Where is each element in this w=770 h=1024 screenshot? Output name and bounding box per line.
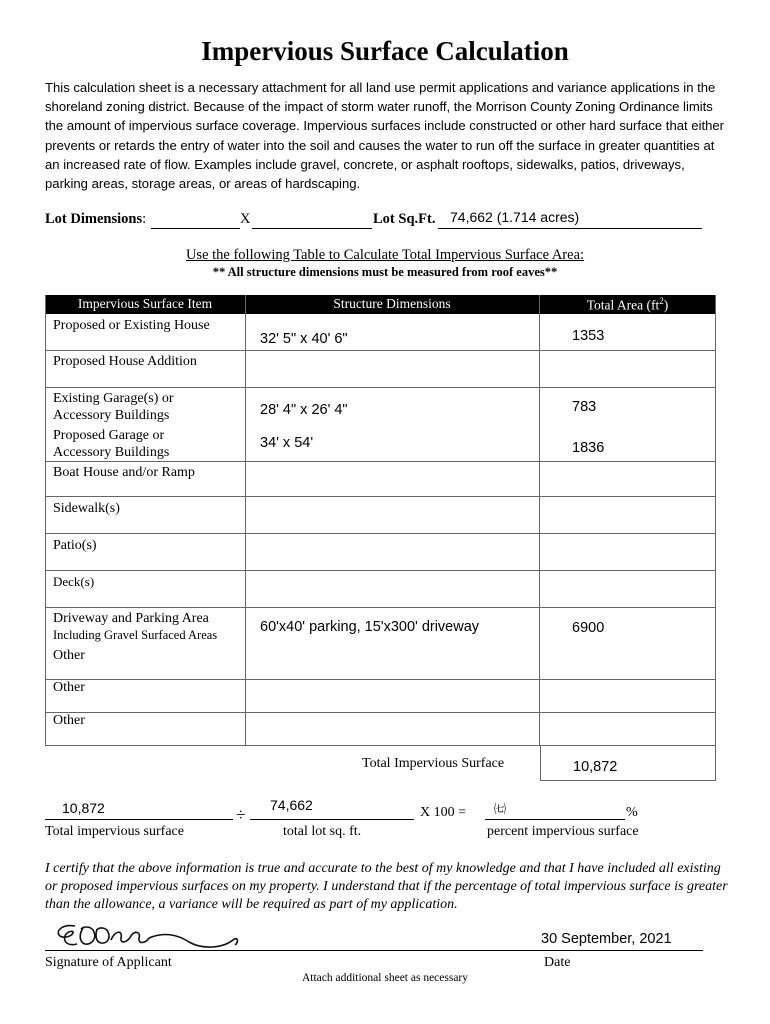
lot-dimensions-label: Lot Dimensions [45,211,143,227]
column-divider [539,295,540,746]
row-divider [45,607,716,608]
row-divider [45,712,716,713]
header-total-area: Total Area $(ft^2)$ [586,296,669,313]
table-header [45,295,716,314]
calc-lot-value[interactable]: 74,662 [270,797,313,813]
area-house[interactable]: 1353 [572,328,605,344]
row-label-driveway: Driveway and Parking Area Including Gravel Surfaced Areas [53,611,218,642]
row-label-other: Other [53,648,85,663]
certification-statement: I certify that the above information is true and accurate to the best of my knowledge and that I have included all existing or proposed impervious surfaces on my property. I understand that if the percentage of total impervious surface is greater than the allowance, a variance will be required as part of my application. [45,861,728,912]
row-divider [45,570,716,571]
total-impervious-label: Total Impervious Surface [362,756,505,771]
lot-length-field[interactable] [252,228,372,229]
attach-note: Attach additional sheet as necessary [301,972,469,984]
row-label-house-addition: Proposed House Addition [53,354,197,369]
row-divider [45,679,716,680]
row-label-boat-house: Boat House and/or Ramp [53,465,195,480]
intro-paragraph: This calculation sheet is a necessary attachment for all land use permit applications and variance applications in the shoreland zoning district. Because of the impact of storm water runoff, the Morrison County Zoning Ordinance limits the amount of impervious surface coverage. Impervious surfaces include constructed or other hard surface that either prevents or retards the entry of water into the soil and causes the water to run off the surface in greater quantities at an increased rate of flow. Examples include gravel, concrete, or asphalt rooftops, sidewalks, patios, driveways, parking areas, storage areas, or areas of hardscaping. [45,80,725,192]
lot-dimensions-row [45,211,146,228]
date-value[interactable]: 30 September, 2021 [541,931,672,947]
dims-existing-garage[interactable]: 28' 4" x 26' 4" [260,402,348,418]
area-driveway[interactable]: 6900 [572,620,605,636]
calc-impervious-line [45,819,233,820]
lot-width-field[interactable] [151,228,240,229]
lot-sqft-field[interactable] [438,228,702,229]
calc-percent-line [485,819,625,820]
area-existing-garage[interactable]: 783 [572,399,597,415]
row-label-proposed-garage: Proposed Garage or Accessory Buildings [53,428,170,460]
column-divider [715,295,716,746]
row-label-other: Other [53,680,85,695]
header-item: Impervious Surface Item [77,296,213,311]
lot-sqft-value: 74,662 (1.714 acres) [450,209,580,225]
column-divider [245,295,246,746]
signature-line [45,950,703,951]
row-label-patios: Patio(s) [53,538,97,553]
row-label-decks: Deck(s) [53,574,95,589]
dims-house[interactable]: 32' 5" x 40' 6" [260,331,348,347]
row-divider [45,533,716,534]
dims-proposed-garage[interactable]: 34' x 54' [260,435,314,451]
caption-total-impervious: Total impervious surface [45,824,184,839]
row-divider [45,461,716,462]
divide-symbol: ÷ [236,805,246,824]
caption-total-lot: total lot sq. ft. [283,824,362,839]
row-label-other: Other [53,713,85,728]
page-title: Impervious Surface Calculation [201,36,569,66]
date-caption: Date [544,955,571,970]
measurement-note: ** All structure dimensions must be measured from roof eaves** [212,265,558,279]
row-label-house: Proposed or Existing House [53,318,210,333]
calc-impervious-value[interactable]: 10,872 [62,800,105,816]
calc-percent-value[interactable]: ㈦ [494,802,507,816]
caption-percent: percent impervious surface [487,824,639,839]
calc-lot-line [250,819,414,820]
lot-sqft-label: Lot Sq.Ft. [373,211,436,227]
lot-x-separator: X [240,211,251,227]
header-dimensions: Structure Dimensions [333,296,451,311]
area-proposed-garage[interactable]: 1836 [572,440,605,456]
row-divider [45,496,716,497]
column-divider [45,295,46,746]
dims-driveway[interactable]: 60'x40' parking, 15'x300' driveway [260,619,480,635]
times-100-equals: X 100 = [420,805,467,820]
total-impervious-box [540,746,716,781]
impervious-surface-table [45,295,716,746]
lot-dimensions-colon: : [142,211,147,227]
row-divider [45,387,716,388]
applicant-signature [53,920,248,952]
row-label-existing-garage: Existing Garage(s) or Accessory Buildings [53,391,174,423]
row-label-sidewalks: Sidewalk(s) [53,501,120,516]
signature-caption: Signature of Applicant [45,955,172,970]
row-divider [45,350,716,351]
total-impervious-value[interactable]: 10,872 [573,759,618,775]
table-instructions: Use the following Table to Calculate Total Impervious Surface Area: [185,247,585,263]
percent-sign: % [626,805,638,820]
